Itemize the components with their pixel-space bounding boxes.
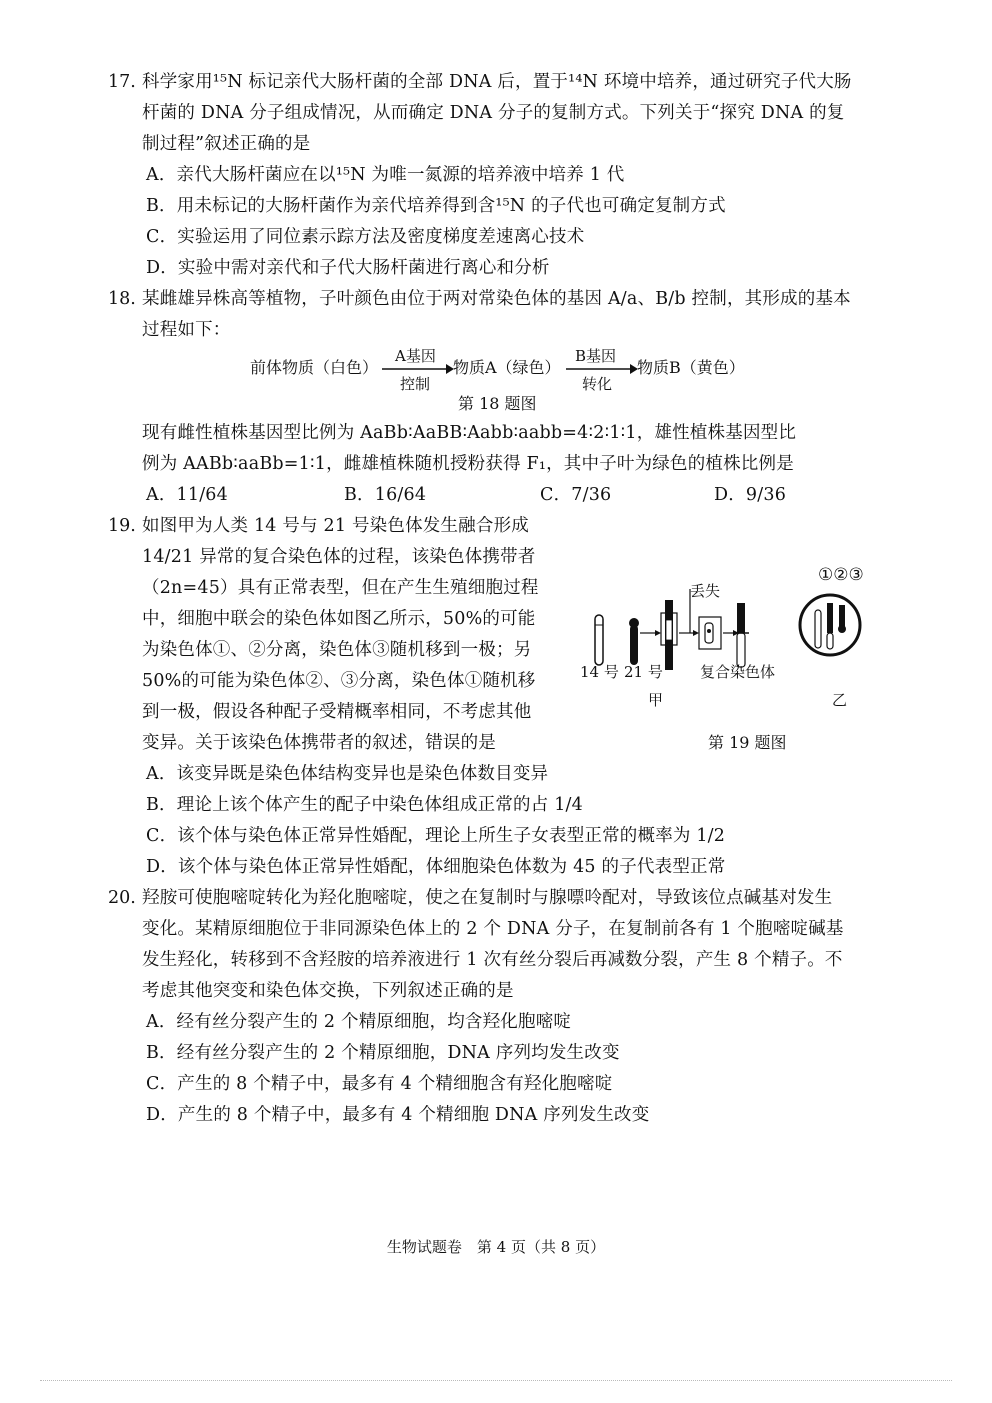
- q19-line-1: 如图甲为人类 14 号与 21 号染色体发生融合形成: [142, 516, 529, 536]
- q19-line-6: 50%的可能为染色体②、③分离，染色体①随机移: [142, 671, 536, 691]
- q19-figure-caption: 第 19 题图: [708, 733, 787, 752]
- q19-line-7: 到一极，假设各种配子受精概率相同，不考虑其他: [142, 702, 532, 722]
- q18-number: 18.: [108, 289, 136, 309]
- fig-label-yi: 乙: [832, 691, 848, 709]
- q17-option-c: C．实验运用了同位素示踪方法及密度梯度差速离心技术: [146, 227, 585, 247]
- q19-option-d: D．该个体与染色体正常异性婚配，体细胞染色体数为 45 的子代表型正常: [146, 857, 726, 877]
- q20-line-2: 变化。某精原细胞位于非同源染色体上的 2 个 DNA 分子，在复制前各有 1 个胞嘧啶碱基: [142, 919, 844, 939]
- q17-line-2: 杆菌的 DNA 分子组成情况，从而确定 DNA 分子的复制方式。下列关于“探究 DNA 的复: [142, 103, 845, 123]
- q19-option-b: B．理论上该个体产生的配子中染色体组成正常的占 1/4: [146, 795, 583, 815]
- q20-option-a: A．经有丝分裂产生的 2 个精原细胞，均含羟化胞嘧啶: [146, 1012, 572, 1032]
- q19-option-c: C．该个体与染色体正常异性婚配，理论上所生子女表型正常的概率为 1/2: [146, 826, 726, 846]
- q19-line-5: 为染色体①、②分离，染色体③随机移到一极；另: [142, 640, 532, 660]
- fig-lost-label: 丢失: [690, 582, 721, 600]
- pathway-gene-a: A基因: [395, 347, 436, 365]
- q18-option-d: D．9/36: [714, 485, 787, 505]
- compound-chromosome: [737, 603, 745, 633]
- q17-line-1: 科学家用¹⁵N 标记亲代大肠杆菌的全部 DNA 后，置于¹⁴N 环境中培养，通过研究子代大肠: [142, 72, 852, 92]
- pathway-arrow-b: [566, 362, 638, 376]
- pathway-substance-a: 物质A（绿色）: [453, 358, 561, 377]
- q20-option-b: B．经有丝分裂产生的 2 个精原细胞，DNA 序列均发生改变: [146, 1043, 620, 1063]
- fig-label-compound: 复合染色体: [700, 663, 776, 681]
- q18-line-2: 过程如下：: [142, 320, 231, 340]
- chromosome-21: [630, 625, 638, 665]
- q18-line-3: 现有雌性植株基因型比例为 AaBb∶AaBB∶Aabb∶aabb=4∶2∶1∶1，雄性植株基因型比: [142, 423, 797, 443]
- q19-line-8: 变异。关于该染色体携带者的叙述，错误的是: [142, 733, 496, 753]
- q20-line-3: 发生羟化，转移到不含羟胺的培养液进行 1 次有丝分裂后再减数分裂，产生 8 个精子。不: [142, 950, 843, 970]
- q17-option-d: D．实验中需对亲代和子代大肠杆菌进行离心和分析: [146, 258, 550, 278]
- q17-option-b: B．用未标记的大肠杆菌作为亲代培养得到含¹⁵N 的子代也可确定复制方式: [146, 196, 726, 216]
- q18-option-b: B．16/64: [344, 485, 427, 505]
- q19-number: 19.: [108, 516, 136, 536]
- q19-line-2: 14/21 异常的复合染色体的过程，该染色体携带者: [142, 547, 536, 567]
- q18-option-a: A．11/64: [146, 485, 228, 505]
- q20-number: 20.: [108, 888, 136, 908]
- q18-option-c: C．7/36: [540, 485, 612, 505]
- q19-option-a: A．该变异既是染色体结构变异也是染色体数目变异: [146, 764, 549, 784]
- pathway-precursor: 前体物质（白色）: [250, 358, 379, 377]
- pathway-arrow-a: [382, 362, 454, 376]
- q20-line-1: 羟胺可使胞嘧啶转化为羟化胞嘧啶，使之在复制时与腺嘌呤配对，导致该位点碱基对发生: [142, 888, 833, 908]
- page-footer: 生物试题卷 第 4 页（共 8 页）: [386, 1238, 606, 1256]
- q17-line-3: 制过程”叙述正确的是: [142, 134, 311, 154]
- fig-yi-circle-labels: ①②③: [818, 565, 864, 585]
- q18-line-1: 某雌雄异株高等植物，子叶颜色由位于两对常染色体的基因 A/a、B/b 控制，其形成的基本: [142, 289, 851, 309]
- fig-label-14: 14 号: [580, 663, 619, 681]
- pathway-substance-b: 物质B（黄色）: [637, 358, 745, 377]
- q20-option-c: C．产生的 8 个精子中，最多有 4 个精细胞含有羟化胞嘧啶: [146, 1074, 613, 1094]
- fig-label-21: 21 号: [624, 663, 663, 681]
- pathway-step-a: 控制: [400, 375, 431, 393]
- q20-option-d: D．产生的 8 个精子中，最多有 4 个精细胞 DNA 序列发生改变: [146, 1105, 650, 1125]
- q18-figure-caption: 第 18 题图: [458, 394, 537, 413]
- fig-label-jia: 甲: [648, 691, 664, 709]
- pathway-step-b: 转化: [582, 375, 613, 393]
- q17-number: 17.: [108, 72, 136, 92]
- q17-option-a: A．亲代大肠杆菌应在以¹⁵N 为唯一氮源的培养液中培养 1 代: [146, 165, 625, 185]
- bottom-dotted-rule: [40, 1380, 952, 1381]
- q18-line-4: 例为 AABb∶aaBb=1∶1，雌雄植株随机授粉获得 F₁，其中子叶为绿色的植株比例是: [142, 454, 794, 474]
- chromosome-14: [595, 615, 603, 665]
- pathway-gene-b: B基因: [575, 347, 617, 365]
- q20-line-4: 考虑其他突变和染色体交换，下列叙述正确的是: [142, 981, 514, 1001]
- q19-line-3: （2n=45）具有正常表型，但在产生生殖细胞过程: [142, 578, 539, 598]
- q19-line-4: 中，细胞中联会的染色体如图乙所示，50%的可能: [142, 609, 536, 629]
